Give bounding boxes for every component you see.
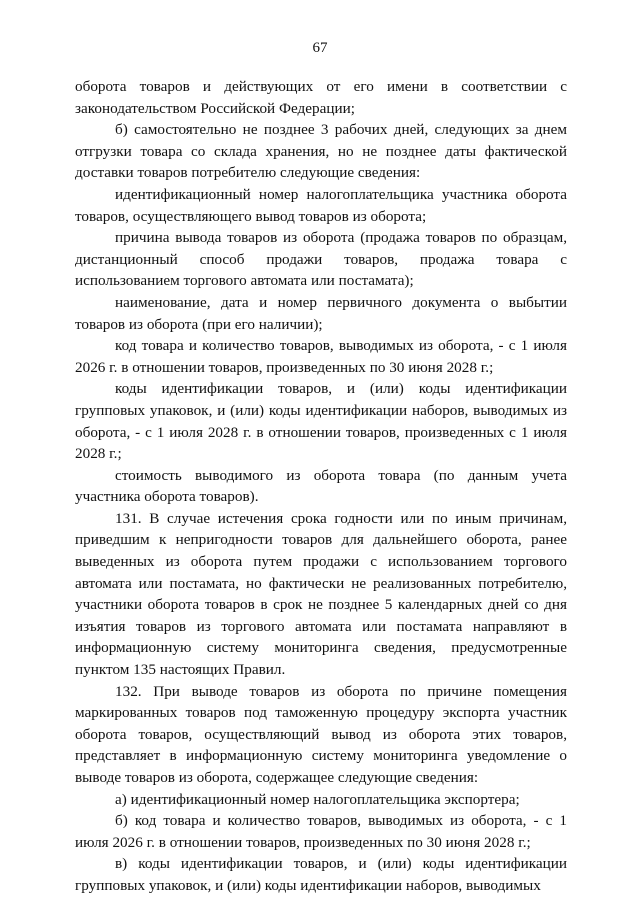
paragraph-item-b: б) самостоятельно не позднее 3 рабочих дней, следующих за днем отгрузки товара со склада хранения, но не позднее даты фактической доставки товаров потребителю следующие сведения: [75, 121, 567, 182]
paragraph-item-a-exporter: а) идентификационный номер налогоплательщика экспортера; [115, 790, 520, 808]
paragraph-cost: стоимость выводимого из оборота товара (по данным учета участника оборота товаров). [75, 466, 567, 506]
paragraph-item-c-identification-codes: в) коды идентификации товаров, и (или) коды идентификации групповых упаковок, и (или) коды идентификации наборов, выводимых [75, 855, 567, 894]
paragraph-item-b-product-code: б) код товара и количество товаров, выводимых из оборота, - с 1 июля 2026 г. в отношении товаров, произведенных по 30 июня 2028 г.; [75, 812, 567, 851]
paragraph-withdrawal-reason: причина вывода товаров из оборота (продажа товаров по образцам, дистанционный способ продажи товаров, продажа товара с использованием торгового автомата или постамата); [75, 229, 567, 290]
paragraph-identification-codes: коды идентификации товаров, и (или) коды идентификации групповых упаковок, и (или) коды идентификации наборов, выводимых из оборота, - с 1 июля 2028 г. в отношении товаров, произведенных с 1 июля 2028 г.; [75, 380, 567, 463]
paragraph-taxpayer-id: идентификационный номер налогоплательщика участника оборота товаров, осуществляющего вывод товаров из оборота; [75, 185, 567, 225]
page-number: 67 [312, 40, 328, 56]
paragraph-product-code: код товара и количество товаров, выводимых из оборота, - с 1 июля 2026 г. в отношении товаров, произведенных по 30 июня 2028 г.; [75, 337, 567, 376]
document-body [75, 76, 567, 897]
paragraph-primary-document: наименование, дата и номер первичного документа о выбытии товаров из оборота (при его наличии); [75, 293, 567, 333]
paragraph-continuation: оборота товаров и действующих от его имени в соответствии с законодательством Российской Федерации; [75, 78, 567, 117]
paragraph-clause-131: 131. В случае истечения срока годности или по иным причинам, приведшим к непригодности товаров для дальнейшего оборота, ранее выведенных из оборота путем продажи с использованием торгового автомата или постамата, но фактически не реализованных потребителю, участники оборота товаров в срок не позднее 5 календарных дней со дня изъятия товаров из торгового автомата или постамата направляют в информационную систему мониторинга сведения, предусмотренные пунктом 135 настоящих Правил. [75, 509, 567, 679]
paragraph-clause-132: 132. При выводе товаров из оборота по причине помещения маркированных товаров под таможенную процедуру экспорта участник оборота товаров, осуществляющий вывод из оборота этих товаров, представляет в информационную систему мониторинга уведомление о выводе товаров из оборота, содержащее следующие сведения: [75, 682, 567, 786]
